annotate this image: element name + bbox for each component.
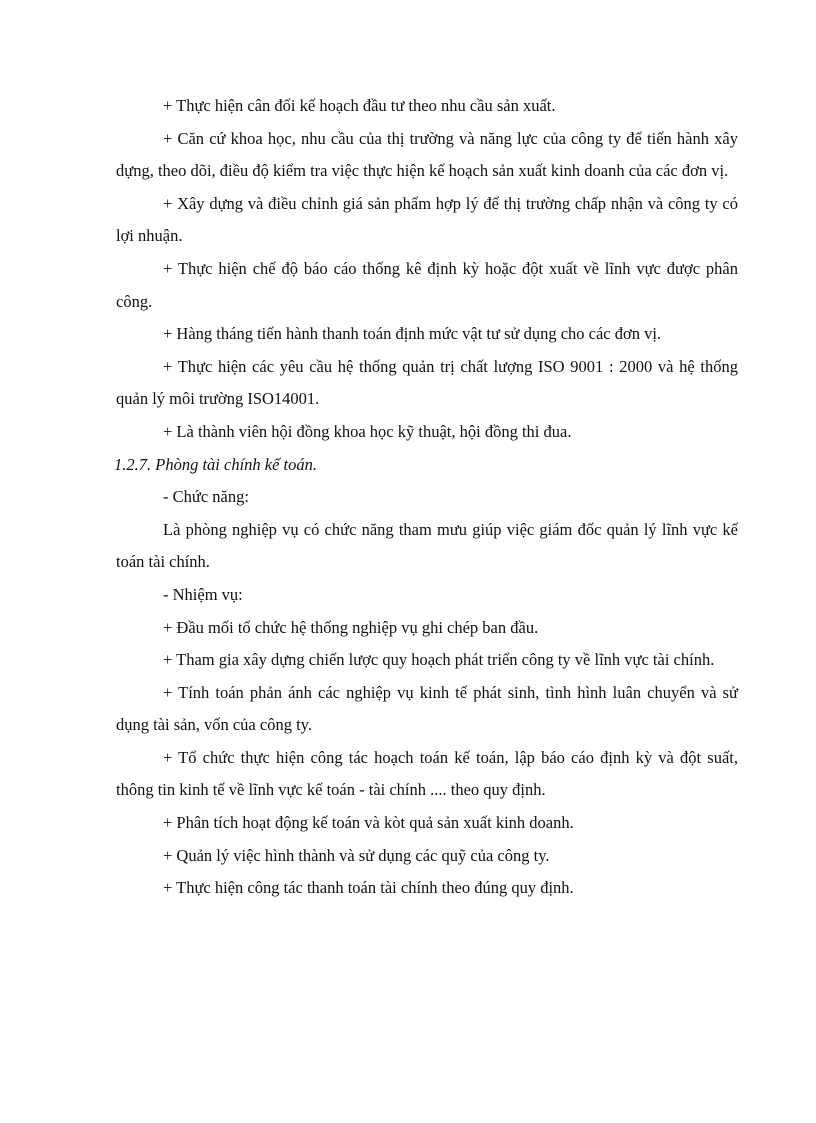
duty-label: - Nhiệm vụ: <box>163 584 243 604</box>
duty-item: + Quản lý việc hình thành và sử dụng các quỹ của công ty. <box>163 845 550 865</box>
duty-item: + Phân tích hoạt động kế toán và kòt quả sản xuất kinh doanh. <box>163 813 574 833</box>
duty-item: + Tham gia xây dựng chiến lược quy hoạch phát triển công ty về lĩnh vực tài chính. <box>163 650 715 670</box>
paragraph: + Căn cứ khoa học, nhu cầu của thị trường và năng lực của công ty để tiến hành xây dựng, theo dõi, điều độ kiểm tra việc thực hiện kế hoạch sản xuất kinh doanh của các đơn vị. <box>116 128 738 181</box>
paragraph: + Thực hiện các yêu cầu hệ thống quản trị chất lượng ISO 9001 : 2000 và hệ thống quản lý môi trường ISO14001. <box>116 356 738 409</box>
duty-item: + Tổ chức thực hiện công tác hoạch toán kế toán, lập báo cáo định kỳ và đột suất, thông tin kinh tế về lĩnh vực kế toán - tài chính .... theo quy định. <box>116 747 738 800</box>
duty-item: + Đầu mối tổ chức hệ thống nghiệp vụ ghi chép ban đầu. <box>163 617 539 637</box>
document-body <box>116 90 738 905</box>
paragraph: + Hàng tháng tiến hành thanh toán định mức vật tư sử dụng cho các đơn vị. <box>163 324 662 344</box>
paragraph: + Là thành viên hội đồng khoa học kỹ thuật, hội đồng thi đua. <box>163 421 572 441</box>
function-text: Là phòng nghiệp vụ có chức năng tham mưu giúp việc giám đốc quản lý lĩnh vực kế toán tài chính. <box>116 519 738 572</box>
paragraph: + Thực hiện cân đối kế hoạch đầu tư theo nhu cầu sản xuất. <box>163 96 556 115</box>
section-heading: 1.2.7. Phòng tài chính kế toán. <box>114 454 318 474</box>
paragraph: + Thực hiện chế độ báo cáo thống kê định kỳ hoặc đột xuất về lĩnh vực được phân công. <box>116 258 738 311</box>
function-label: - Chức năng: <box>163 487 249 507</box>
paragraph: + Xây dựng và điều chỉnh giá sản phẩm hợp lý để thị trường chấp nhận và công ty có lợi nhuận. <box>116 193 738 246</box>
duty-item: + Tính toán phản ánh các nghiệp vụ kinh tế phát sinh, tình hình luân chuyển và sử dụng tài sản, vốn của công ty. <box>116 682 738 735</box>
duty-item: + Thực hiện công tác thanh toán tài chính theo đúng quy định. <box>163 878 574 898</box>
